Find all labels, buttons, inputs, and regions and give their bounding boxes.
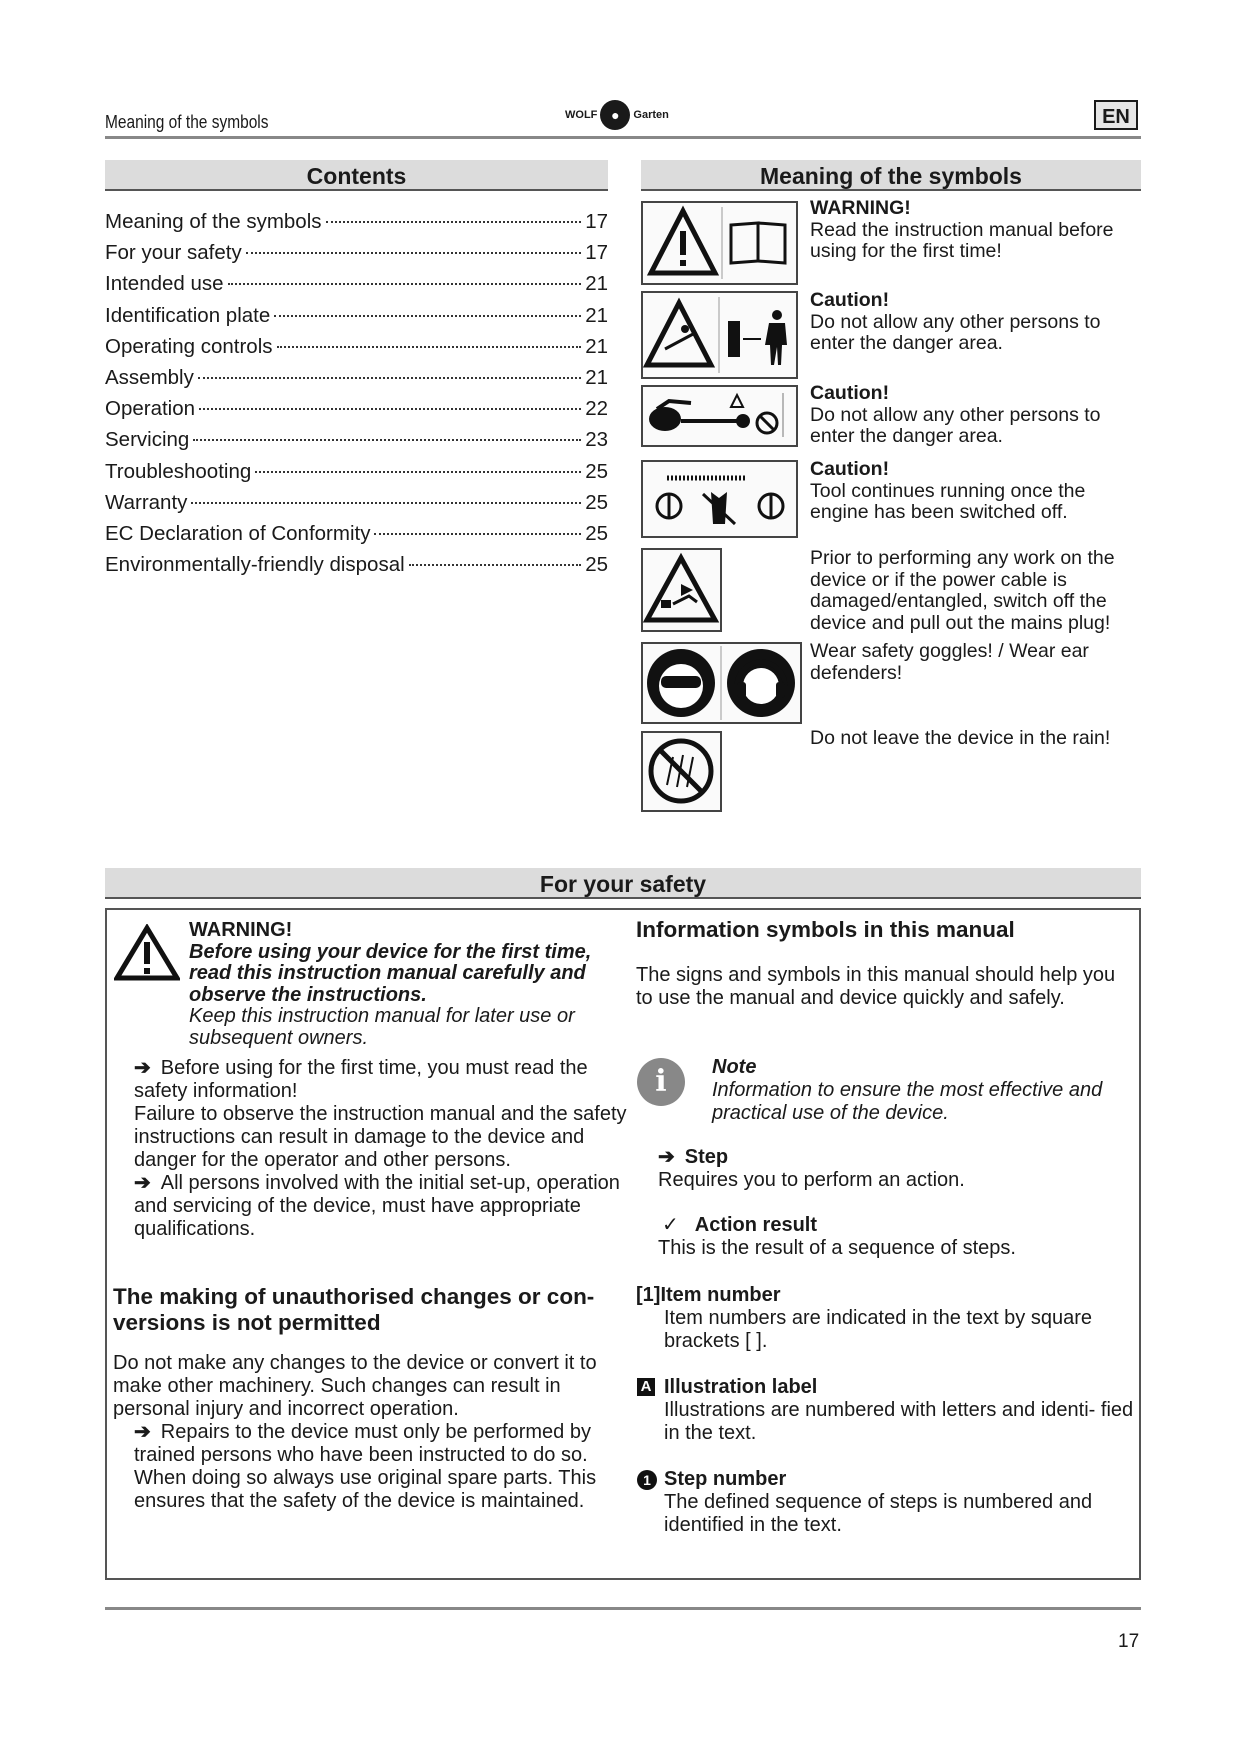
no-rain-icon: [641, 731, 722, 812]
toc-entry[interactable]: Intended use 21: [105, 272, 608, 296]
changes-heading: The making of unauthorised changes or con- versions is not permitted: [113, 1284, 595, 1335]
arrow-right-icon: ➔: [134, 1172, 151, 1194]
action-result-legend: ✓ Action result This is the result of a sequence of steps.: [658, 1214, 1016, 1259]
toc-entry[interactable]: Operating controls 21: [105, 334, 608, 358]
arrow-right-icon: ➔: [658, 1146, 675, 1168]
danger-area-icon: [641, 291, 798, 379]
logo-text-right: Garten: [633, 109, 669, 121]
warning-manual-icon: [641, 201, 798, 285]
symbol-description: Prior to performing any work on the device or if the power cable is damaged/entangled, switch off the device and pull out the mains plug!: [810, 547, 1115, 634]
step-number-legend: Step number The defined sequence of steps is numbered and identified in the text.: [664, 1468, 1093, 1536]
note-block: Note Information to ensure the most effective and practical use of the device.: [712, 1056, 1103, 1124]
page-number: 17: [1118, 1631, 1140, 1652]
warning-triangle-icon: [114, 924, 180, 982]
symbol-description: Caution! Do not allow any other persons to enter the danger area.: [810, 382, 1101, 447]
symbol-description: Caution! Do not allow any other persons to enter the danger area.: [810, 289, 1101, 354]
toc-entry[interactable]: Meaning of the symbols 17: [105, 210, 608, 233]
language-badge: EN: [1094, 100, 1138, 130]
illustration-label-marker: A: [637, 1378, 655, 1396]
safety-first-use: ➔ Before using for the first time, you must read the safety information! Failure to observe the instruction manual and the safety instructions can result in damage to the device and danger for the operator and other persons. ➔ All persons involved with the initial set-up, operation and servicing of the device, must have appropriate qualifications.: [134, 1057, 627, 1240]
toc-entry[interactable]: Assembly 21: [105, 365, 608, 389]
info-icon: i: [637, 1058, 685, 1106]
safety-title: For your safety: [105, 868, 1141, 899]
changes-text: Do not make any changes to the device or convert it to make other machinery. Such changes can result in personal injury and incorrect operation.: [113, 1352, 597, 1420]
info-symbols-heading: Information symbols in this manual: [636, 917, 1015, 942]
item-number-text: Item numbers are indicated in the text by square brackets [ ].: [664, 1307, 1093, 1352]
toc-entry[interactable]: Troubleshooting 25: [105, 459, 608, 483]
wolf-head-icon: ●: [600, 100, 630, 130]
goggles-ear-icon: [641, 642, 802, 724]
symbols-title: Meaning of the symbols: [641, 160, 1141, 191]
brand-logo: [565, 100, 669, 130]
toc-entry[interactable]: Operation 22: [105, 397, 608, 421]
item-number-legend: [1]Item number: [636, 1284, 781, 1306]
toc-entry[interactable]: Servicing 23: [105, 428, 608, 452]
toc-entry[interactable]: For your safety 17: [105, 241, 608, 265]
header-rule: [105, 136, 1141, 139]
footer-rule: [105, 1607, 1141, 1610]
info-symbols-text: The signs and symbols in this manual should help you to use the manual and device quickly and safely.: [636, 964, 1116, 1009]
symbol-description: Wear safety goggles! / Wear ear defenders!: [810, 640, 1089, 684]
arrow-right-icon: ➔: [134, 1421, 151, 1443]
logo-text-left: WOLF: [565, 109, 598, 121]
trimmer-distance-icon: [641, 385, 798, 447]
safety-warning: WARNING! Before using your device for the first time, read this instruction manual carefully and observe the instructions. Keep this instruction manual for later use or subsequent owners.: [189, 919, 592, 1049]
running-header-title: Meaning of the symbols: [105, 112, 269, 132]
table-of-contents: [105, 210, 608, 584]
checkmark-icon: ✓: [662, 1214, 679, 1236]
toc-entry[interactable]: Identification plate 21: [105, 303, 608, 327]
symbol-description: Caution! Tool continues running once the engine has been switched off.: [810, 458, 1086, 523]
contents-title: Contents: [105, 160, 608, 191]
symbol-description: WARNING! Read the instruction manual before using for the first time!: [810, 197, 1114, 262]
arrow-right-icon: ➔: [134, 1057, 151, 1079]
changes-bullet: ➔ Repairs to the device must only be performed by trained persons who have been instructed to do so. When doing so always use original spare parts. This ensures that the safety of the device is maintained.: [134, 1421, 597, 1512]
tool-rundown-icon: [641, 460, 798, 538]
step-legend: ➔ Step Requires you to perform an action.: [658, 1146, 965, 1191]
toc-entry[interactable]: EC Declaration of Conformity 25: [105, 521, 608, 545]
unplug-icon: [641, 548, 722, 632]
toc-entry[interactable]: Warranty 25: [105, 490, 608, 514]
step-number-marker: 1: [637, 1470, 657, 1490]
toc-entry[interactable]: Environmentally-friendly disposal 25: [105, 553, 608, 577]
symbol-description: Do not leave the device in the rain!: [810, 727, 1111, 749]
illustration-legend: Illustration label Illustrations are numbered with letters and identi- fied in the text.: [664, 1376, 1134, 1444]
